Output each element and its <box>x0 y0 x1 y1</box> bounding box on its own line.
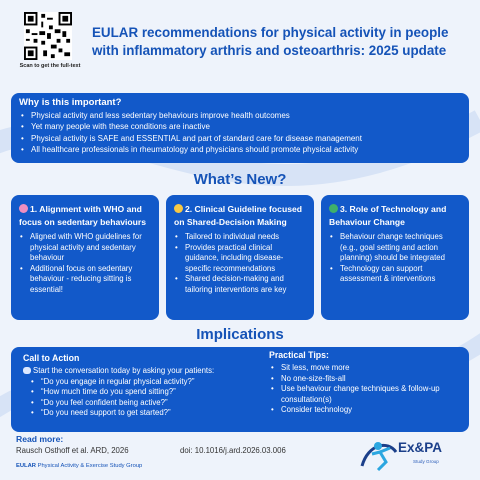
card-title: 3. Role of Technology and Behaviour Change <box>329 204 447 227</box>
card-list <box>329 232 461 285</box>
list-item: • Aligned with WHO guidelines for physical activity and sedentary behaviour <box>19 232 151 264</box>
list-item: • No one-size-fits-all <box>269 374 464 385</box>
reference: Rausch Osthoff et al. ARD, 2026 <box>16 446 129 455</box>
list-item: • Behaviour change techniques (e.g., goal setting and action planning) should be integrated <box>329 232 461 264</box>
why-panel <box>11 93 469 163</box>
list-item: • Tailored to individual needs <box>174 232 306 243</box>
qr-caption: Scan to get the full-text <box>19 63 81 69</box>
call-to-action <box>23 353 273 419</box>
handshake-icon <box>174 204 183 213</box>
doi-link[interactable]: doi: 10.1016/j.ard.2026.03.006 <box>180 446 286 455</box>
list-item: • Provides practical clinical guidance, including disease-specific recommendations <box>174 243 306 275</box>
card-list <box>19 232 151 296</box>
tips-list <box>269 363 464 416</box>
card-title: 2. Clinical Guideline focused on Shared-Decision Making <box>174 204 302 227</box>
implications-panel <box>11 347 469 432</box>
practical-tips <box>269 350 464 416</box>
list-item: • Use behaviour change techniques & follow-up consultation(s) <box>269 384 464 405</box>
tips-heading: Practical Tips: <box>269 350 329 360</box>
implications-heading: Implications <box>196 326 284 343</box>
whats-new-heading: What’s New? <box>193 171 287 188</box>
list-item: • Physical activity is SAFE and ESSENTIAL and part of standard care for disease management <box>19 133 461 144</box>
list-item: • Technology can support assessment & interventions <box>329 264 461 285</box>
list-item: • Yet many people with these conditions are inactive <box>19 121 461 132</box>
card-technology <box>321 195 469 320</box>
globe-icon <box>329 204 338 213</box>
list-item: • Shared decision-making and tailoring interventions are key <box>174 274 306 295</box>
card-who-alignment <box>11 195 159 320</box>
list-item: • Consider technology <box>269 405 464 416</box>
list-item: • “Do you engage in regular physical activity?” <box>23 377 273 388</box>
logo-subtitle: Study Group <box>413 459 439 464</box>
list-item: • All healthcare professionals in rheumatology and physicians should promote physical activity <box>19 144 461 155</box>
card-list <box>174 232 306 296</box>
read-more-label: Read more: <box>16 434 64 444</box>
list-item: • Sit less, move more <box>269 363 464 374</box>
list-item: • Additional focus on sedentary behaviour - reducing sitting is essential! <box>19 264 151 296</box>
list-item: • “Do you need support to get started?” <box>23 408 273 419</box>
list-item: • “Do you feel confident being active?” <box>23 398 273 409</box>
brain-icon <box>19 204 28 213</box>
logo-text: Ex&PA <box>398 440 443 455</box>
org-footer: EULAR Physical Activity & Exercise Study Group <box>16 463 143 469</box>
list-item: • Physical activity and less sedentary behaviours improve health outcomes <box>19 110 461 121</box>
page-title: EULAR recommendations for physical activity in people with inflammatory arthris and osteoarthris: 2025 update <box>92 25 449 58</box>
call-to-action-lead: Start the conversation today by asking your patients: <box>23 366 273 377</box>
qr-code[interactable] <box>24 12 72 60</box>
list-item: • “How much time do you spend sitting?” <box>23 387 273 398</box>
card-clinical-guideline <box>166 195 314 320</box>
why-list <box>19 110 461 156</box>
card-title: 1. Alignment with WHO and focus on sedentary behaviours <box>19 204 147 227</box>
why-heading: Why is this important? <box>19 97 122 108</box>
call-to-action-heading: Call to Action <box>23 353 80 363</box>
question-list <box>23 377 273 419</box>
speech-bubble-icon <box>23 367 31 374</box>
